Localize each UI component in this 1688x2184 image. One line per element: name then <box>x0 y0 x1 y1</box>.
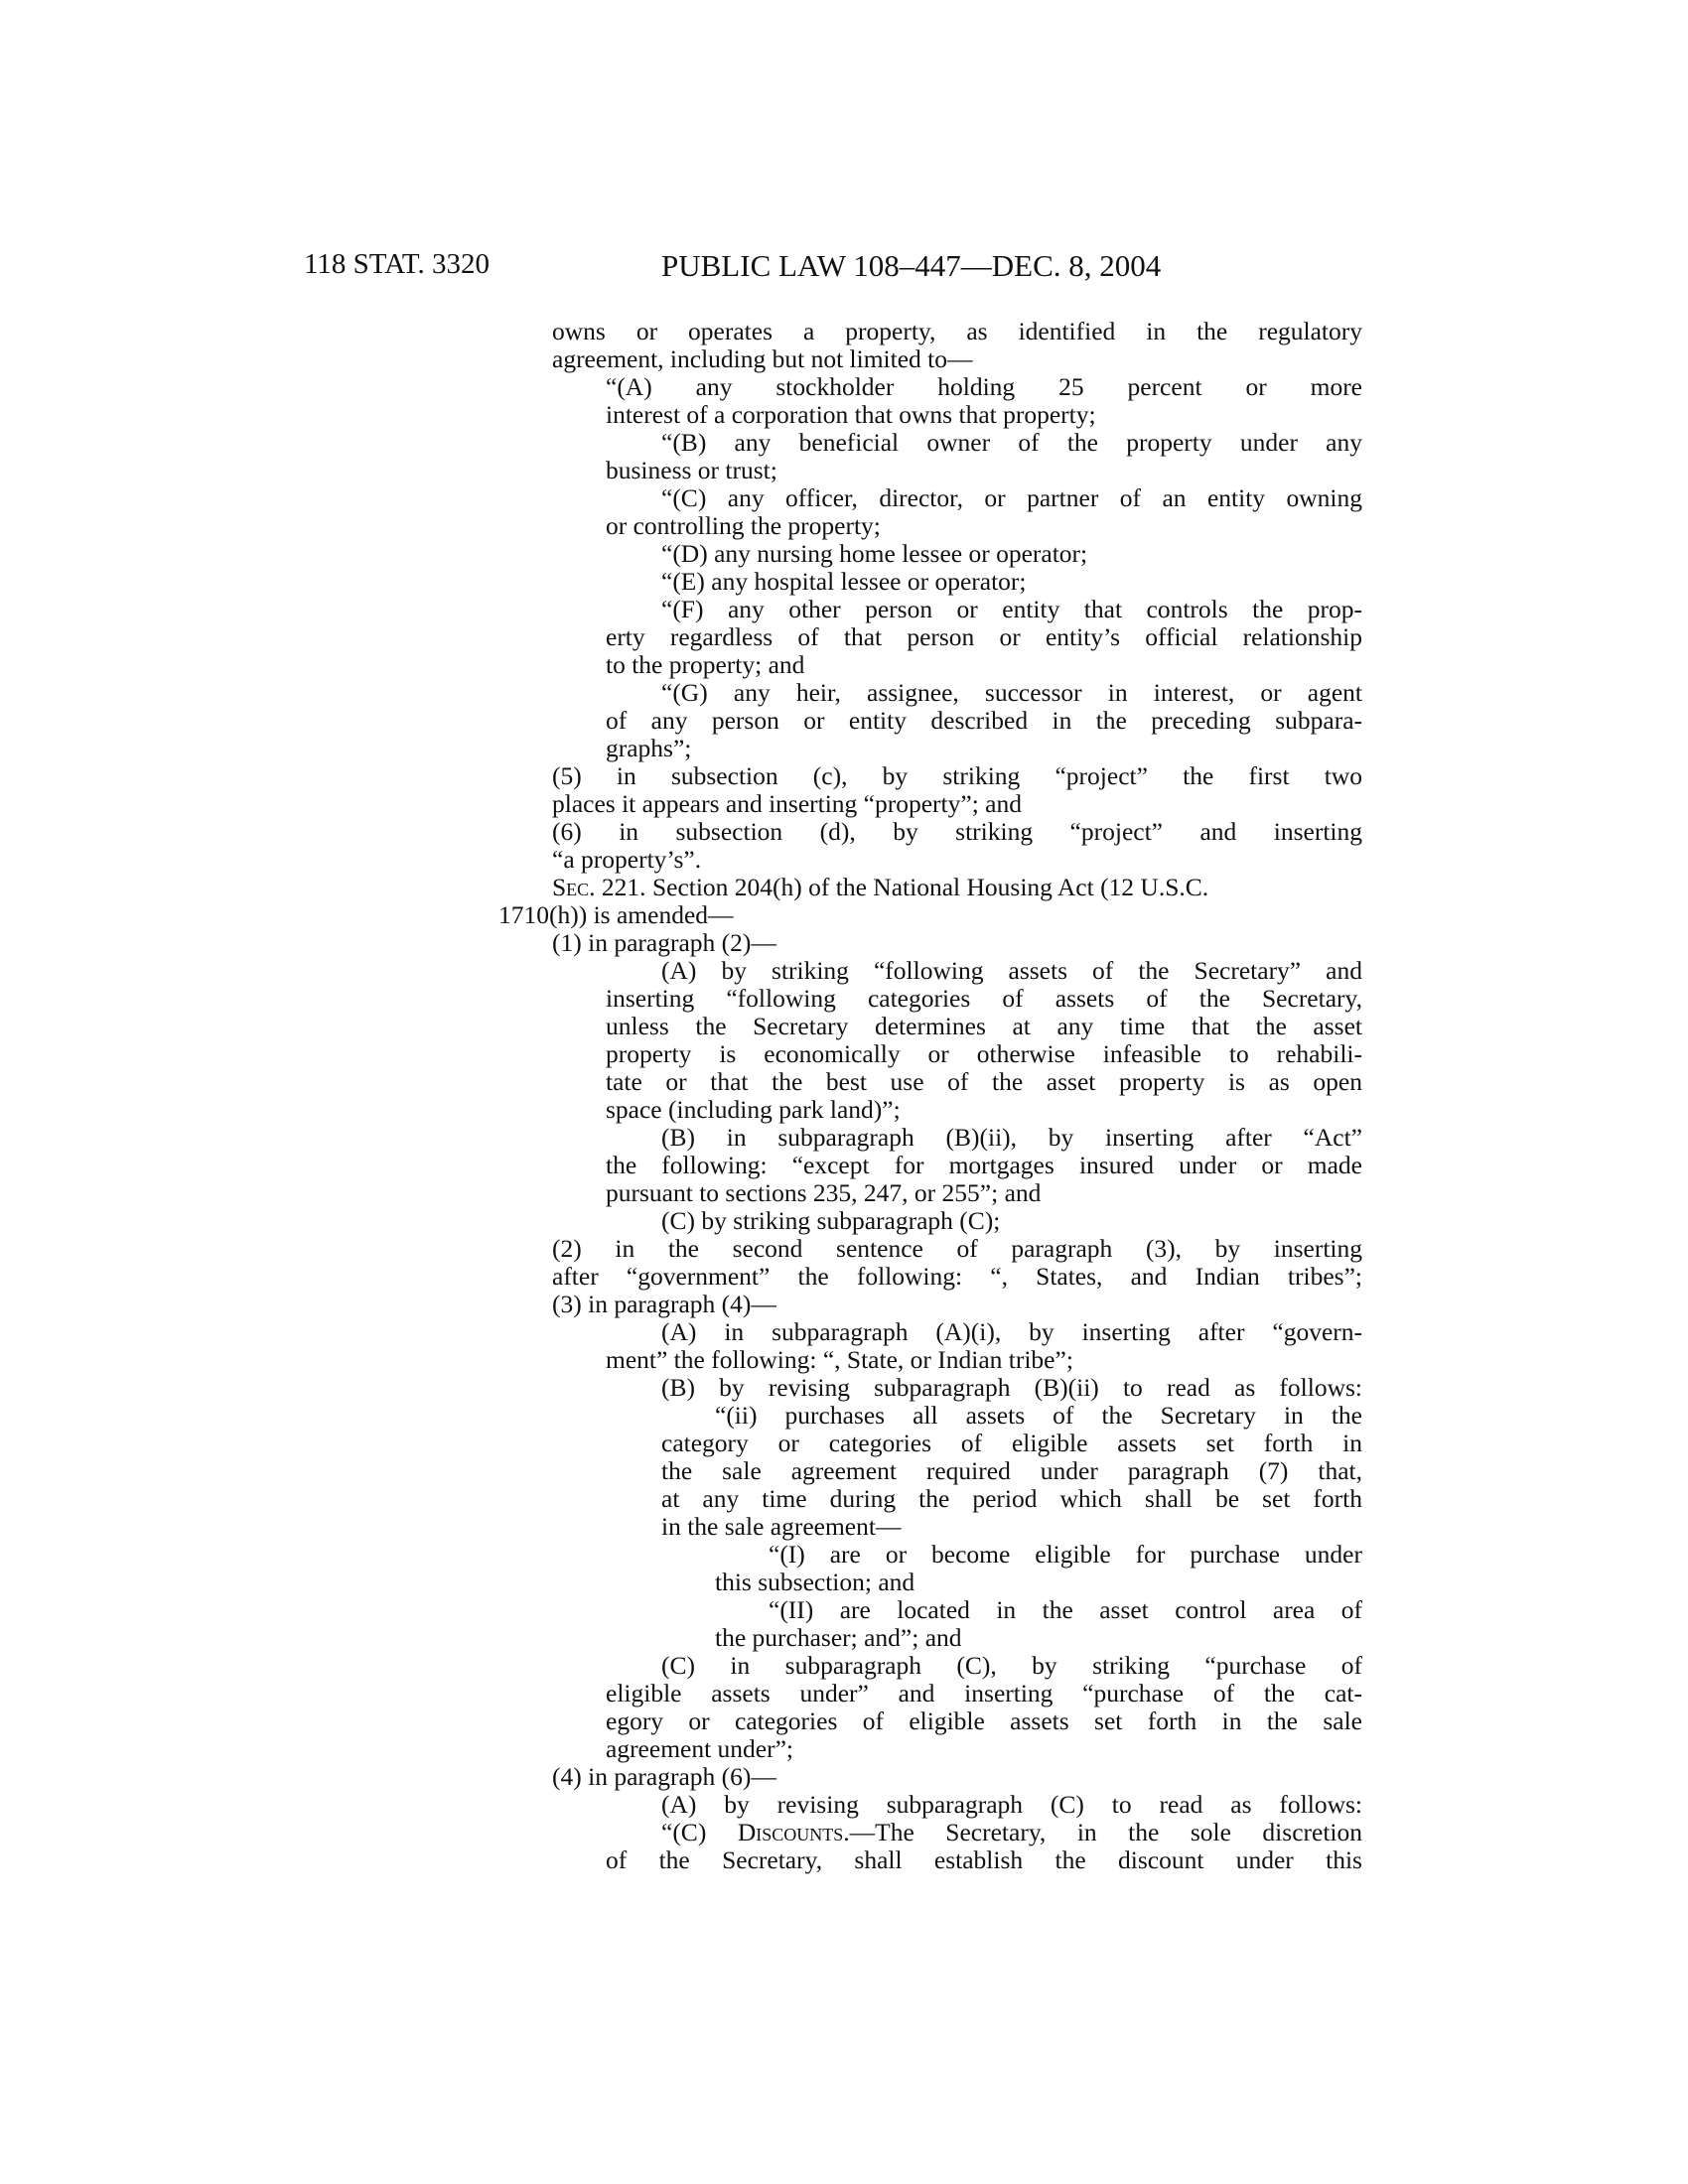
text-line: “(II) are located in the asset control area of <box>769 1595 1362 1624</box>
text-line: eligible assets under” and inserting “purchase of the cat- <box>606 1679 1362 1707</box>
statute-reference: 118 STAT. 3320 <box>304 248 490 280</box>
text-line: “(D) any nursing home lessee or operator; <box>661 539 1088 568</box>
text-line: “(ii) purchases all assets of the Secretary in the <box>715 1401 1362 1430</box>
text-line: at any time during the period which shall be set forth <box>661 1484 1362 1513</box>
text-line: tate or that the best use of the asset property is as open <box>606 1067 1362 1096</box>
text-line: (1) in paragraph (2)— <box>552 928 776 957</box>
text-line: —The Secretary, in the sole discretion <box>849 1818 1362 1846</box>
text-line: the purchaser; and”; and <box>715 1623 962 1652</box>
text-line: (5) in subsection (c), by striking “project” the first two <box>552 761 1362 790</box>
text-line: (3) in paragraph (4)— <box>552 1290 776 1318</box>
section-221-line <box>552 874 1362 901</box>
text-line: “(G) any heir, assignee, successor in interest, or agent <box>661 678 1362 707</box>
text-line: property is economically or otherwise infeasible to rehabili- <box>606 1039 1362 1068</box>
text-line: “(B) any beneficial owner of the property under any <box>661 428 1362 457</box>
discounts-label: “(C) Discounts. <box>661 1818 850 1846</box>
text-line: business or trust; <box>606 456 777 484</box>
text-line: places it appears and inserting “property”; and <box>552 789 1022 818</box>
text-line: space (including park land)”; <box>606 1095 901 1124</box>
text-line: inserting “following categories of assets of the Secretary, <box>606 984 1362 1013</box>
text-line: (C) in subparagraph (C), by striking “purchase of <box>661 1651 1362 1680</box>
text-line: (A) by striking “following assets of the Secretary” and <box>661 956 1362 985</box>
text-line: (4) in paragraph (6)— <box>552 1762 776 1791</box>
discounts-line <box>661 1819 1362 1846</box>
text-line: (C) by striking subparagraph (C); <box>661 1206 1001 1235</box>
text-line: agreement, including but not limited to— <box>552 344 973 373</box>
text-line: “(C) any officer, director, or partner of an entity owning <box>661 483 1362 512</box>
text-line: interest of a corporation that owns that property; <box>606 400 1096 429</box>
text-line: “(A) any stockholder holding 25 percent or more <box>606 372 1362 401</box>
text-line: 1710(h)) is amended— <box>498 900 734 929</box>
section-label: Sec. 221. <box>552 873 646 901</box>
text-line: Section 204(h) of the National Housing Act (12 U.S.C. <box>651 873 1209 901</box>
text-line: of any person or entity described in the preceding subpara- <box>606 706 1362 735</box>
text-line: after “government” the following: “, States, and Indian tribes”; <box>552 1262 1362 1291</box>
text-line: of the Secretary, shall establish the discount under this <box>606 1845 1362 1874</box>
text-line: the following: “except for mortgages insured under or made <box>606 1151 1362 1179</box>
text-line: this subsection; and <box>715 1568 915 1596</box>
text-line: category or categories of eligible assets set forth in <box>661 1429 1362 1457</box>
text-line: ment” the following: “, State, or Indian tribe”; <box>606 1345 1073 1374</box>
text-line: agreement under”; <box>606 1734 794 1763</box>
text-line: “(E) any hospital lessee or operator; <box>661 567 1027 596</box>
text-line: pursuant to sections 235, 247, or 255”; and <box>606 1178 1042 1207</box>
text-line: (B) by revising subparagraph (B)(ii) to read as follows: <box>661 1373 1362 1402</box>
text-line: graphs”; <box>606 734 692 762</box>
text-line: (A) by revising subparagraph (C) to read as follows: <box>661 1790 1362 1819</box>
text-line: “a property’s”. <box>552 845 702 874</box>
public-law-title: PUBLIC LAW 108–447—DEC. 8, 2004 <box>661 248 1162 283</box>
text-line: unless the Secretary determines at any time that the asset <box>606 1012 1362 1040</box>
text-line: the sale agreement required under paragraph (7) that, <box>661 1456 1362 1485</box>
text-line: (2) in the second sentence of paragraph (3), by inserting <box>552 1234 1362 1263</box>
text-line: owns or operates a property, as identified in the regulatory <box>552 317 1362 345</box>
text-line: “(F) any other person or entity that controls the prop- <box>661 595 1362 623</box>
text-line: “(I) are or become eligible for purchase under <box>769 1540 1362 1569</box>
text-line: (6) in subsection (d), by striking “project” and inserting <box>552 817 1362 846</box>
text-line: or controlling the property; <box>606 511 881 540</box>
text-line: in the sale agreement— <box>661 1512 902 1541</box>
text-line: erty regardless of that person or entity’s official relationship <box>606 622 1362 651</box>
text-line: egory or categories of eligible assets set forth in the sale <box>606 1706 1362 1735</box>
page-header <box>0 248 1688 288</box>
text-line: (B) in subparagraph (B)(ii), by inserting after “Act” <box>661 1123 1362 1152</box>
text-line: (A) in subparagraph (A)(i), by inserting after “govern- <box>661 1317 1362 1346</box>
text-line: to the property; and <box>606 650 805 679</box>
